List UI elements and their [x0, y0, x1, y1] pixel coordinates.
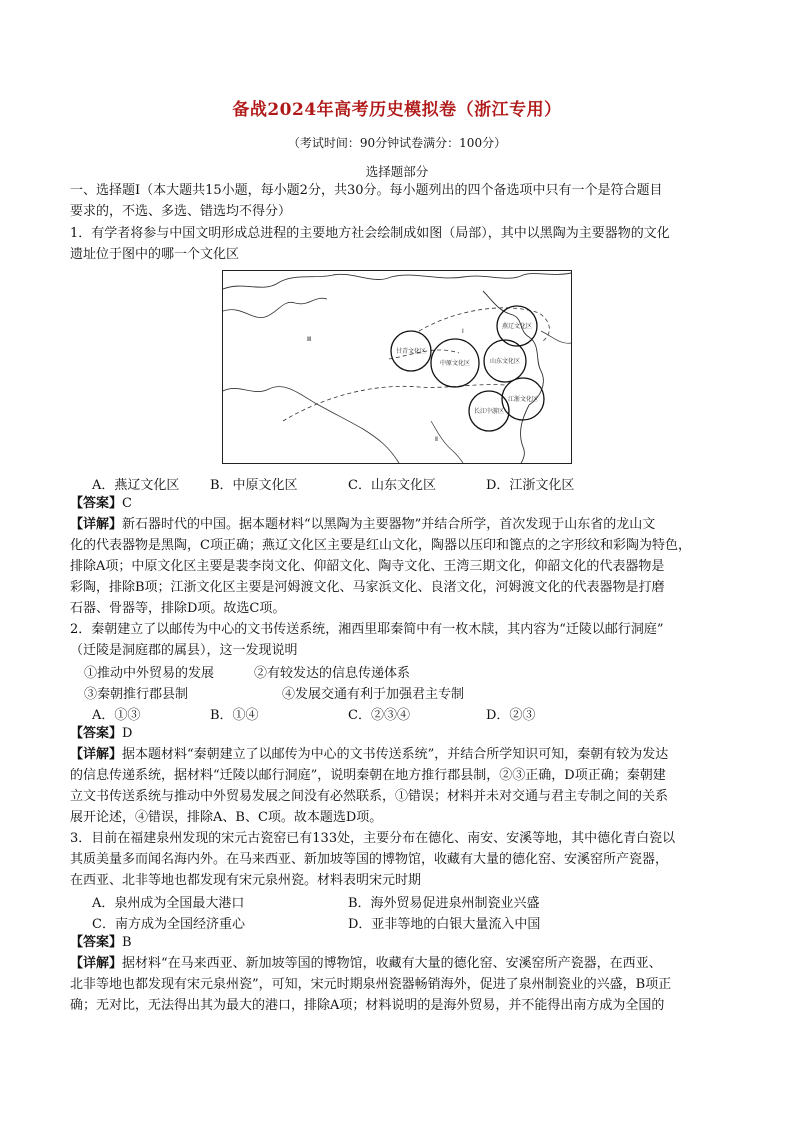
q1-stem: 遗址位于图中的哪一个文化区: [70, 247, 240, 262]
intro-line: 要求的，不选、多选、错选均不得分）: [70, 204, 292, 219]
q2-option-d: D．②③: [486, 708, 536, 723]
q2-stem: 2．秦朝建立了以邮传为中心的文书传送系统，湘西里耶秦简中有一枚木牍，其内容为“迁陵以邮行洞庭”: [70, 622, 664, 637]
q1-option-d: D．江浙文化区: [486, 478, 575, 493]
q3-detail: [70, 954, 730, 974]
intro-line: 一、选择题Ⅰ（本大题共15小题，每小题2分，共30分。每小题列出的四个备选项中只有一个是符合题目: [70, 183, 663, 198]
map-border-line: [223, 298, 327, 317]
q3-answer: [70, 933, 730, 953]
q3-stem: 3．目前在福建泉州发现的宋元古瓷窑已有133处，主要分布在德化、南安、安溪等地，其中德化青白瓷以: [70, 831, 676, 846]
q1-detail-line: 化的代表器物是黑陶，C项正确；燕辽文化区主要是红山文化，陶器以压印和篦点的之字形纹和彩陶为特色，: [70, 538, 691, 553]
answer-value: C: [122, 496, 132, 511]
q3-stem: 其质美量多而闻名海内外。在马来西亚、新加坡等国的博物馆，收藏有大量的德化窑、安溪窑所产瓷器，: [70, 852, 669, 867]
map-svg: [223, 271, 571, 463]
q1-detail-line: 彩陶，排除B项；江浙文化区主要是河姆渡文化、马家浜文化、良渚文化，河姆渡文化的代表器物是打磨: [70, 580, 665, 595]
exam-subtitle: （考试时间：90分钟试卷满分：100分）: [287, 136, 507, 150]
exam-title: 备战2024年高考历史模拟卷（浙江专用）: [232, 100, 562, 120]
detail-text: 据材料“在马来西亚、新加坡等国的博物馆，收藏有大量的德化窑、安溪窑所产瓷器，在西亚、: [122, 956, 662, 971]
q2-detail-line: 的信息传递系统，据材料“迁陵以邮行洞庭”，说明秦朝在地方推行郡县制，②③正确，D项正确；秦朝建: [70, 768, 666, 783]
q3-detail-line: 确；无对比，无法得出其为最大的港口，排除A项；材料说明的是海外贸易，并不能得出南方成为全国的: [70, 998, 665, 1013]
q2-detail-line: 展开论述，④错误，排除A、B、C项。故本题选D项。: [70, 810, 383, 825]
map-label-area: 山东文化区: [489, 358, 521, 365]
map-label-region: Ⅱ: [435, 436, 438, 443]
q2-option-c: C．②③④: [348, 708, 410, 723]
answer-label: 【答案】: [70, 935, 123, 950]
section-heading: 选择题部分: [365, 164, 429, 179]
q1-stem: 1．有学者将参与中国文明形成总进程的主要地方社会绘制成如图（局部），其中以黑陶为主要器物的文化: [70, 226, 670, 241]
q3-detail-line: 北非等地也都发现有宋元泉州瓷”，可知，宋元时期泉州瓷器畅销海外，促进了泉州制瓷业的兴盛，B项正: [70, 977, 672, 992]
map-label-area: 长江中游区: [473, 408, 505, 415]
map-border-line: [223, 387, 399, 463]
q2-item: ①推动中外贸易的发展: [84, 666, 215, 681]
map-label-area: 中原文化区: [439, 360, 471, 367]
q1-option-b: B．中原文化区: [210, 478, 298, 493]
q3-stem: 在西亚、北非等地也都发现有宋元泉州瓷。材料表明宋元时期: [70, 873, 422, 888]
map-label-area: 江浙文化区: [507, 396, 539, 403]
q3-option-d: D．亚非等地的白银大量流入中国: [348, 917, 541, 932]
culture-region-map: [222, 270, 572, 464]
detail-text: 据本题材料“秦朝建立了以邮传为中心的文书传送系统”，并结合所学知识可知，秦朝有较为发达: [122, 747, 669, 762]
map-dashed-boundary: [283, 385, 505, 421]
detail-label: 【详解】: [70, 517, 123, 532]
q1-option-c: C．山东文化区: [348, 478, 436, 493]
q1-detail: [70, 515, 730, 535]
q2-detail: [70, 745, 730, 765]
map-border-line: [541, 331, 571, 343]
q1-detail-line: 石器、骨器等，排除D项。故选C项。: [70, 601, 286, 616]
q1-answer: [70, 494, 730, 514]
map-label-region: Ⅲ: [307, 336, 312, 343]
q2-detail-line: 立文书传送系统与推动中外贸易发展之间没有必然联系，①错误；材料并未对交通与君主专制之间的关系: [70, 789, 669, 804]
q2-answer: [70, 724, 730, 744]
q3-option-a: A．泉州成为全国最大港口: [92, 896, 245, 911]
answer-value: D: [122, 726, 133, 741]
detail-label: 【详解】: [70, 747, 123, 762]
q2-option-a: A．①③: [92, 708, 141, 723]
q2-item: ②有较发达的信息传递体系: [254, 666, 411, 681]
map-label-region: Ⅰ: [462, 328, 464, 335]
answer-label: 【答案】: [70, 726, 123, 741]
map-border-line: [223, 273, 571, 289]
map-label-area: 甘青文化区: [395, 348, 427, 355]
map-label-area: 燕辽文化区: [501, 323, 533, 330]
q3-option-c: C．南方成为全国经济重心: [92, 917, 245, 932]
detail-label: 【详解】: [70, 956, 123, 971]
q1-detail-line: 排除A项；中原文化区主要是裴李岗文化、仰韶文化、陶寺文化、王湾三期文化，仰韶文化的代表器物是: [70, 559, 665, 574]
q2-stem: （迁陵是洞庭郡的属县），这一发现说明: [70, 643, 298, 658]
q2-item: ④发展交通有利于加强君主专制: [282, 687, 465, 702]
q2-option-b: B．①④: [210, 708, 259, 723]
q2-item: ③秦朝推行郡县制: [84, 687, 189, 702]
detail-text: 新石器时代的中国。据本题材料“以黑陶为主要器物”并结合所学，首次发现于山东省的龙山文: [122, 517, 656, 532]
answer-value: B: [122, 935, 132, 950]
q3-option-b: B．海外贸易促进泉州制瓷业兴盛: [348, 896, 540, 911]
q1-option-a: A．燕辽文化区: [92, 478, 180, 493]
answer-label: 【答案】: [70, 496, 123, 511]
